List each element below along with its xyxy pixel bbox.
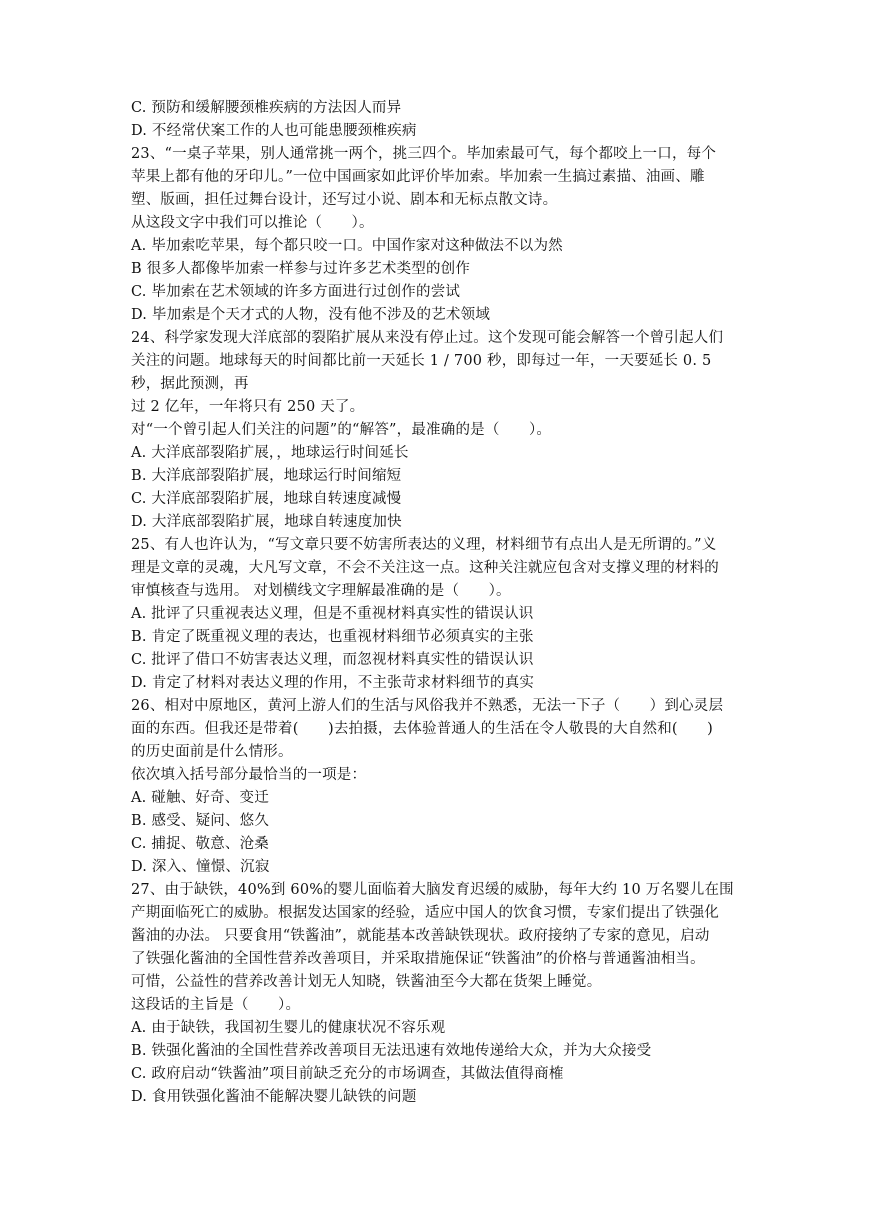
- option-d-q26: D. 深入、憧憬、沉寂: [131, 859, 270, 875]
- option-a-q25: A. 批评了只重视表达义理，但是不重视材料真实性的错误认识: [131, 606, 534, 622]
- option-b-q23: B 很多人都像毕加索一样参与过许多艺术类型的创作: [131, 261, 471, 277]
- option-b-q24: B. 大洋底部裂陷扩展，地球运行时间缩短: [131, 468, 402, 484]
- document-page: [131, 97, 741, 1109]
- question-27-text: 产期面临死亡的威胁。根据发达国家的经验，适应中国人的饮食习惯，专家们提出了铁强化: [131, 905, 719, 921]
- question-27-prompt: 这段话的主旨是（ ）。: [131, 997, 301, 1013]
- question-23-text: 塑、版画，担任过舞台设计，还写过小说、剧本和无标点散文诗。: [131, 192, 558, 208]
- option-c-q23: C. 毕加索在艺术领域的许多方面进行过创作的尝试: [131, 284, 461, 300]
- question-27-text: 27、由于缺铁，40%到 60%的婴儿面临着大脑发育迟缓的威胁，每年大约 10 万名婴儿在围: [131, 882, 734, 898]
- option-a-q23: A. 毕加索吃苹果，每个都只咬一口。中国作家对这种做法不以为然: [131, 238, 563, 254]
- option-d-q22: D. 不经常伏案工作的人也可能患腰颈椎疾病: [131, 123, 417, 139]
- question-25-text: 25、有人也许认为，“写文章只要不妨害所表达的义理，材料细节有点出人是无所谓的。”义: [131, 537, 717, 553]
- option-b-q27: B. 铁强化酱油的全国性营养改善项目无法迅速有效地传递给大众，并为大众接受: [131, 1043, 652, 1059]
- question-25-prompt: 审慎核查与选用。 对划横线文字理解最准确的是（ ）。: [131, 583, 511, 599]
- option-a-q26: A. 碰触、好奇、变迁: [131, 790, 269, 806]
- question-26-text: 面的东西。但我还是带着( )去拍摄，去体验普通人的生活在令人敬畏的大自然和( ): [131, 721, 714, 737]
- question-25-text: 理是文章的灵魂，大凡写文章，不会不关注这一点。这种关注就应包含对支撑义理的材料的: [131, 560, 719, 576]
- option-a-q27: A. 由于缺铁，我国初生婴儿的健康状况不容乐观: [131, 1020, 446, 1036]
- question-27-text: 了铁强化酱油的全国性营养改善项目，并采取措施保证“铁酱油”的价格与普通酱油相当。: [131, 951, 705, 967]
- option-b-q26: B. 感受、疑问、悠久: [131, 813, 270, 829]
- option-c-q26: C. 捕捉、敬意、沧桑: [131, 836, 269, 852]
- question-24-text: 关注的问题。地球每天的时间都比前一天延长 1 / 700 秒，即每过一年，一天要延长 0. 5: [131, 353, 712, 369]
- question-24-prompt: 对“一个曾引起人们关注的问题”的“解答”，最准确的是（ ）。: [131, 422, 552, 438]
- question-24-text: 过 2 亿年，一年将只有 250 天了。: [131, 399, 365, 415]
- option-d-q25: D. 肯定了材料对表达义理的作用，不主张苛求材料细节的真实: [131, 675, 535, 691]
- option-a-q24: A. 大洋底部裂陷扩展，，地球运行时间延长: [131, 445, 409, 461]
- question-23-text: 23、“一桌子苹果，别人通常挑一两个，挑三四个。毕加索最可气，每个都咬上一口，每个: [131, 146, 717, 162]
- question-23-text: 苹果上都有他的牙印儿。”一位中国画家如此评价毕加索。毕加索一生搞过素描、油画、雕: [131, 169, 705, 185]
- question-27-text: 可惜，公益性的营养改善计划无人知晓，铁酱油至今大都在货架上睡觉。: [131, 974, 602, 990]
- question-24-text: 24、科学家发现大洋底部的裂陷扩展从来没有停止过。这个发现可能会解答一个曾引起人们: [131, 330, 724, 346]
- question-23-prompt: 从这段文字中我们可以推论（ ）。: [131, 215, 374, 231]
- option-b-q25: B. 肯定了既重视义理的表达，也重视材料细节必须真实的主张: [131, 629, 534, 645]
- question-26-text: 的历史面前是什么情形。: [131, 744, 293, 760]
- question-26-text: 26、相对中原地区，黄河上游人们的生活与风俗我并不熟悉，无法一下子（ ）到心灵层: [131, 698, 724, 714]
- option-c-q27: C. 政府启动“铁酱油”项目前缺乏充分的市场调查，其做法值得商榷: [131, 1066, 564, 1082]
- option-c-q24: C. 大洋底部裂陷扩展，地球自转速度减慢: [131, 491, 402, 507]
- option-c-q22: C. 预防和缓解腰颈椎疾病的方法因人而异: [131, 100, 402, 116]
- question-27-text: 酱油的办法。 只要食用“铁酱油”，就能基本改善缺铁现状。政府接纳了专家的意见，启动: [131, 928, 710, 944]
- question-24-text: 秒，据此预测，再: [131, 376, 249, 392]
- option-c-q25: C. 批评了借口不妨害表达义理，而忽视材料真实性的错误认识: [131, 652, 534, 668]
- option-d-q24: D. 大洋底部裂陷扩展，地球自转速度加快: [131, 514, 402, 530]
- option-d-q23: D. 毕加索是个天才式的人物，没有他不涉及的艺术领域: [131, 307, 491, 323]
- question-26-prompt: 依次填入括号部分最恰当的一项是：: [131, 767, 367, 783]
- option-d-q27: D. 食用铁强化酱油不能解决婴儿缺铁的问题: [131, 1089, 417, 1105]
